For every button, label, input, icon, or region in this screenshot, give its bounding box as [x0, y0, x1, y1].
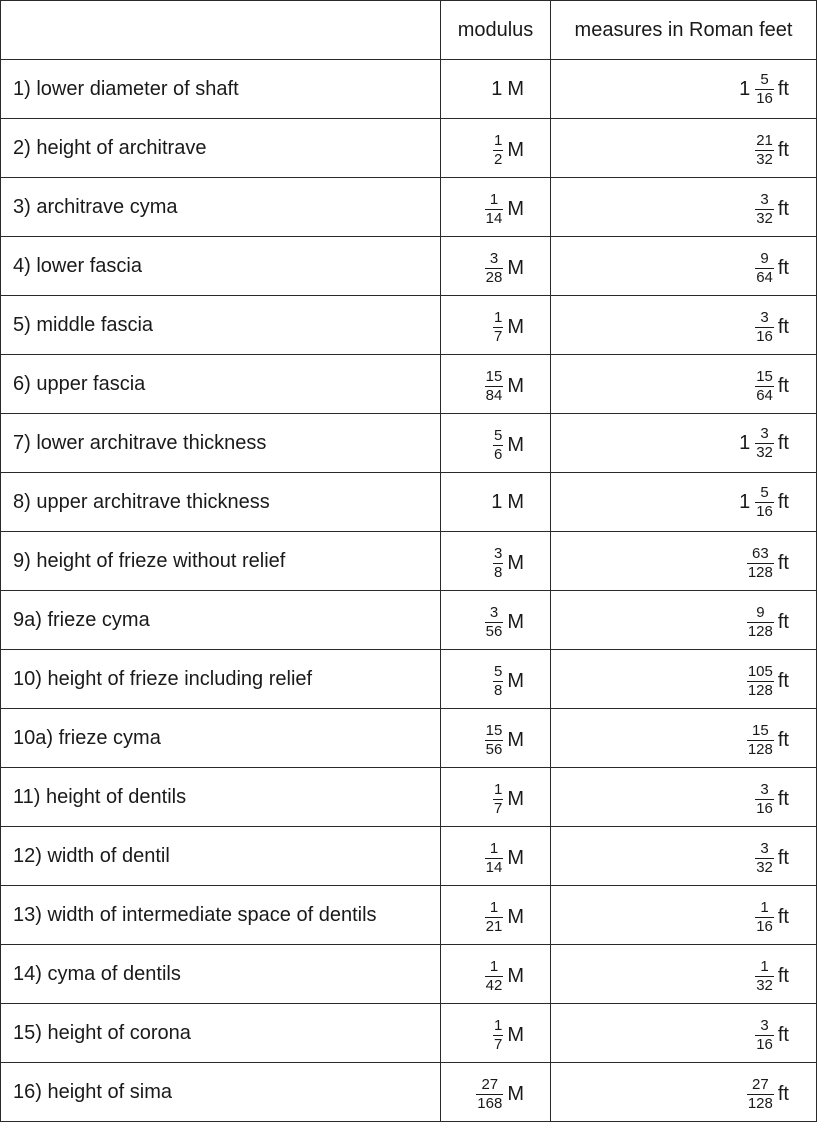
- roman-feet-cell: [551, 591, 817, 650]
- roman-feet-cell: [551, 119, 817, 178]
- table-row: [1, 355, 817, 414]
- modulus-numerator: 1: [489, 899, 499, 916]
- table-row: [1, 1004, 817, 1063]
- roman-feet-cell: [551, 60, 817, 119]
- roman-feet-numerator: 1: [760, 899, 769, 916]
- roman-feet-value: [747, 664, 789, 699]
- modulus-cell: [441, 827, 551, 886]
- roman-feet-denominator: 16: [756, 328, 773, 345]
- roman-feet-value: [755, 900, 789, 935]
- table-row: [1, 60, 817, 119]
- table-row: [1, 709, 817, 768]
- modulus-value: [493, 310, 524, 345]
- modulus-denominator: 7: [493, 328, 503, 345]
- modulus-cell: [441, 1004, 551, 1063]
- modulus-unit: M: [507, 788, 524, 810]
- roman-feet-cell: [551, 178, 817, 237]
- roman-feet-denominator: 128: [747, 682, 773, 699]
- roman-feet-unit: ft: [777, 431, 789, 454]
- modulus-whole: 1: [491, 77, 503, 100]
- roman-feet-unit: ft: [777, 375, 789, 397]
- table-row: [1, 650, 817, 709]
- roman-feet-cell: [551, 532, 817, 591]
- roman-feet-fraction: [747, 723, 774, 758]
- roman-feet-numerator: 21: [756, 132, 773, 149]
- modulus-numerator: 1: [493, 309, 503, 326]
- row-label: 4) lower fascia: [1, 237, 441, 296]
- roman-feet-denominator: 128: [747, 564, 773, 581]
- row-label: 6) upper fascia: [1, 355, 441, 414]
- modulus-unit: M: [507, 552, 524, 574]
- roman-feet-value: [755, 310, 789, 345]
- roman-feet-denominator: 128: [747, 741, 773, 758]
- modulus-value: [476, 1077, 524, 1112]
- roman-feet-fraction: [755, 485, 774, 520]
- roman-feet-numerator: 3: [760, 781, 769, 798]
- roman-feet-value: [755, 959, 789, 994]
- modulus-unit: M: [507, 611, 524, 633]
- roman-feet-numerator: 9: [756, 604, 765, 621]
- modulus-cell: [441, 60, 551, 119]
- modulus-value: [491, 491, 524, 514]
- table-header: [1, 1, 817, 60]
- roman-feet-numerator: 63: [752, 545, 769, 562]
- modulus-cell: [441, 886, 551, 945]
- modulus-value: [493, 1018, 524, 1053]
- row-label: 7) lower architrave thickness: [1, 414, 441, 473]
- modulus-fraction: [493, 1018, 503, 1053]
- roman-feet-numerator: 1: [760, 958, 769, 975]
- modulus-cell: [441, 532, 551, 591]
- row-label: 15) height of corona: [1, 1004, 441, 1063]
- roman-feet-whole: 1: [739, 490, 751, 513]
- modulus-cell: [441, 709, 551, 768]
- table-row: [1, 532, 817, 591]
- roman-feet-denominator: 16: [756, 1036, 773, 1053]
- roman-feet-fraction: [755, 251, 774, 286]
- table-row: [1, 296, 817, 355]
- roman-feet-denominator: 64: [756, 387, 773, 404]
- modulus-unit: M: [507, 847, 524, 869]
- roman-feet-numerator: 5: [760, 70, 769, 88]
- modulus-cell: [441, 178, 551, 237]
- roman-feet-denominator: 16: [756, 89, 773, 107]
- modulus-numerator: 3: [489, 604, 499, 621]
- roman-feet-value: [739, 72, 789, 107]
- roman-feet-value: [755, 192, 789, 227]
- table-row: [1, 945, 817, 1004]
- modulus-unit: M: [507, 434, 524, 456]
- roman-feet-numerator: 3: [760, 191, 769, 208]
- roman-feet-value: [747, 546, 789, 581]
- roman-feet-fraction: [755, 841, 774, 876]
- row-label: 2) height of architrave: [1, 119, 441, 178]
- modulus-unit: M: [507, 198, 524, 220]
- modulus-fraction: [493, 310, 503, 345]
- modulus-numerator: 1: [493, 1017, 503, 1034]
- roman-feet-fraction: [747, 605, 774, 640]
- row-label: 12) width of dentil: [1, 827, 441, 886]
- modulus-numerator: 1: [489, 958, 499, 975]
- modulus-value: [493, 546, 524, 581]
- roman-feet-value: [755, 841, 789, 876]
- roman-feet-denominator: 128: [747, 623, 773, 640]
- roman-feet-fraction: [755, 1018, 774, 1053]
- modulus-cell: [441, 945, 551, 1004]
- roman-feet-unit: ft: [777, 847, 789, 869]
- roman-feet-cell: [551, 650, 817, 709]
- roman-feet-cell: [551, 709, 817, 768]
- modulus-fraction: [493, 428, 503, 463]
- row-label: 10a) frieze cyma: [1, 709, 441, 768]
- modulus-fraction: [485, 900, 504, 935]
- roman-feet-numerator: 3: [760, 309, 769, 326]
- row-label: 16) height of sima: [1, 1063, 441, 1122]
- modulus-cell: [441, 237, 551, 296]
- roman-feet-denominator: 32: [756, 151, 773, 168]
- roman-feet-numerator: 15: [756, 368, 773, 385]
- modulus-fraction: [476, 1077, 503, 1112]
- table-row: [1, 237, 817, 296]
- modulus-cell: [441, 1063, 551, 1122]
- modulus-value: [493, 133, 524, 168]
- roman-feet-fraction: [747, 546, 774, 581]
- modulus-fraction: [493, 782, 503, 817]
- modulus-cell: [441, 650, 551, 709]
- modulus-numerator: 3: [489, 250, 499, 267]
- header-modulus: modulus: [441, 1, 551, 60]
- modulus-denominator: 8: [493, 564, 503, 581]
- modulus-denominator: 2: [493, 151, 503, 168]
- roman-feet-denominator: 16: [756, 800, 773, 817]
- modulus-value: [493, 664, 524, 699]
- roman-feet-numerator: 5: [760, 483, 769, 501]
- roman-feet-unit: ft: [777, 316, 789, 338]
- roman-feet-value: [747, 1077, 789, 1112]
- modulus-value: [485, 959, 524, 994]
- modulus-fraction: [485, 369, 504, 404]
- table-row: [1, 119, 817, 178]
- roman-feet-unit: ft: [777, 139, 789, 161]
- roman-feet-unit: ft: [777, 965, 789, 987]
- roman-feet-denominator: 32: [756, 977, 773, 994]
- roman-feet-value: [739, 426, 789, 461]
- modulus-unit: M: [507, 965, 524, 987]
- modulus-numerator: 3: [493, 545, 503, 562]
- roman-feet-numerator: 9: [760, 250, 769, 267]
- row-label: 5) middle fascia: [1, 296, 441, 355]
- table-row: [1, 591, 817, 650]
- roman-feet-cell: [551, 768, 817, 827]
- table-row: [1, 886, 817, 945]
- table-row: [1, 827, 817, 886]
- roman-feet-cell: [551, 827, 817, 886]
- roman-feet-fraction: [747, 664, 774, 699]
- modulus-cell: [441, 473, 551, 532]
- roman-feet-unit: ft: [777, 1024, 789, 1046]
- modulus-value: [485, 192, 524, 227]
- modulus-denominator: 7: [493, 1036, 503, 1053]
- row-label: 1) lower diameter of shaft: [1, 60, 441, 119]
- roman-feet-cell: [551, 473, 817, 532]
- table-row: [1, 473, 817, 532]
- row-label: 9) height of frieze without relief: [1, 532, 441, 591]
- roman-feet-numerator: 105: [747, 663, 773, 680]
- roman-feet-denominator: 128: [747, 1095, 773, 1112]
- roman-feet-fraction: [747, 1077, 774, 1112]
- modulus-unit: M: [507, 375, 524, 397]
- roman-feet-cell: [551, 237, 817, 296]
- roman-feet-numerator: 3: [760, 1017, 769, 1034]
- roman-feet-value: [755, 782, 789, 817]
- modulus-unit: M: [507, 1024, 524, 1046]
- roman-feet-unit: ft: [777, 729, 789, 751]
- modulus-numerator: 1: [489, 840, 499, 857]
- row-label: 3) architrave cyma: [1, 178, 441, 237]
- roman-feet-unit: ft: [777, 198, 789, 220]
- row-label: 11) height of dentils: [1, 768, 441, 827]
- modulus-denominator: 84: [485, 387, 503, 404]
- modulus-value: [493, 428, 524, 463]
- modulus-fraction: [485, 723, 504, 758]
- modulus-denominator: 56: [485, 741, 503, 758]
- table-row: [1, 1063, 817, 1122]
- modulus-denominator: 14: [485, 210, 503, 227]
- roman-feet-value: [747, 605, 789, 640]
- modulus-numerator: 15: [485, 368, 503, 385]
- modulus-denominator: 7: [493, 800, 503, 817]
- modulus-fraction: [485, 251, 504, 286]
- modulus-unit: M: [507, 906, 524, 928]
- roman-feet-value: [755, 133, 789, 168]
- roman-feet-denominator: 32: [756, 210, 773, 227]
- modulus-numerator: 1: [493, 781, 503, 798]
- modulus-cell: [441, 119, 551, 178]
- row-label: 8) upper architrave thickness: [1, 473, 441, 532]
- roman-feet-value: [747, 723, 789, 758]
- roman-feet-numerator: 27: [752, 1076, 769, 1093]
- roman-feet-unit: ft: [777, 906, 789, 928]
- modulus-numerator: 1: [493, 132, 503, 149]
- modulus-value: [485, 605, 524, 640]
- header-label-column: [1, 1, 441, 60]
- roman-feet-unit: ft: [777, 77, 789, 100]
- modulus-denominator: 56: [485, 623, 503, 640]
- roman-feet-unit: ft: [777, 788, 789, 810]
- table-body: [1, 60, 817, 1122]
- modulus-cell: [441, 355, 551, 414]
- modulus-denominator: 21: [485, 918, 503, 935]
- modulus-fraction: [485, 192, 504, 227]
- modulus-value: [485, 900, 524, 935]
- modulus-value: [485, 369, 524, 404]
- roman-feet-fraction: [755, 133, 774, 168]
- modulus-fraction: [493, 664, 503, 699]
- roman-feet-value: [755, 251, 789, 286]
- modulus-value: [485, 251, 524, 286]
- modulus-whole: 1: [491, 490, 503, 513]
- row-label: 13) width of intermediate space of dentils: [1, 886, 441, 945]
- roman-feet-cell: [551, 414, 817, 473]
- roman-feet-numerator: 3: [760, 840, 769, 857]
- modulus-cell: [441, 296, 551, 355]
- modulus-unit: M: [507, 1083, 524, 1105]
- modulus-unit: M: [507, 316, 524, 338]
- roman-feet-unit: ft: [777, 490, 789, 513]
- roman-feet-unit: ft: [777, 552, 789, 574]
- modulus-value: [485, 841, 524, 876]
- roman-feet-unit: ft: [777, 670, 789, 692]
- modulus-value: [485, 723, 524, 758]
- roman-feet-denominator: 32: [756, 443, 773, 461]
- header-row: [1, 1, 817, 60]
- table-row: [1, 178, 817, 237]
- row-label: 14) cyma of dentils: [1, 945, 441, 1004]
- roman-feet-denominator: 64: [756, 269, 773, 286]
- row-label: 10) height of frieze including relief: [1, 650, 441, 709]
- roman-feet-value: [755, 1018, 789, 1053]
- modulus-unit: M: [507, 77, 524, 100]
- roman-feet-whole: 1: [739, 431, 751, 454]
- roman-feet-fraction: [755, 369, 774, 404]
- modulus-denominator: 168: [477, 1095, 503, 1112]
- modulus-fraction: [493, 133, 503, 168]
- modulus-denominator: 6: [493, 446, 503, 463]
- roman-feet-value: [755, 369, 789, 404]
- roman-feet-fraction: [755, 782, 774, 817]
- modulus-numerator: 15: [485, 722, 503, 739]
- roman-feet-denominator: 32: [756, 859, 773, 876]
- modulus-unit: M: [507, 670, 524, 692]
- modulus-numerator: 5: [493, 663, 503, 680]
- roman-feet-unit: ft: [777, 611, 789, 633]
- roman-feet-cell: [551, 886, 817, 945]
- roman-feet-numerator: 3: [760, 424, 769, 442]
- modulus-value: [493, 782, 524, 817]
- roman-feet-denominator: 16: [756, 502, 773, 520]
- modulus-numerator: 27: [481, 1076, 499, 1093]
- modulus-numerator: 5: [493, 427, 503, 444]
- modulus-numerator: 1: [489, 191, 499, 208]
- modulus-denominator: 14: [485, 859, 503, 876]
- modulus-cell: [441, 591, 551, 650]
- roman-feet-fraction: [755, 900, 774, 935]
- modulus-cell: [441, 414, 551, 473]
- table-row: [1, 768, 817, 827]
- roman-feet-numerator: 15: [752, 722, 769, 739]
- roman-feet-unit: ft: [777, 257, 789, 279]
- modulus-unit: M: [507, 729, 524, 751]
- roman-feet-fraction: [755, 72, 774, 107]
- roman-feet-denominator: 16: [756, 918, 773, 935]
- modulus-denominator: 28: [485, 269, 503, 286]
- roman-feet-fraction: [755, 426, 774, 461]
- roman-feet-fraction: [755, 310, 774, 345]
- roman-feet-unit: ft: [777, 1083, 789, 1105]
- table-row: [1, 414, 817, 473]
- roman-feet-fraction: [755, 192, 774, 227]
- modulus-fraction: [485, 959, 504, 994]
- modulus-fraction: [485, 841, 504, 876]
- modulus-unit: M: [507, 490, 524, 513]
- modulus-denominator: 42: [485, 977, 503, 994]
- row-label: 9a) frieze cyma: [1, 591, 441, 650]
- roman-feet-value: [739, 485, 789, 520]
- modulus-unit: M: [507, 139, 524, 161]
- roman-feet-cell: [551, 1063, 817, 1122]
- roman-feet-whole: 1: [739, 77, 751, 100]
- roman-feet-cell: [551, 355, 817, 414]
- modulus-denominator: 8: [493, 682, 503, 699]
- roman-feet-cell: [551, 296, 817, 355]
- modulus-fraction: [493, 546, 503, 581]
- modulus-value: [491, 78, 524, 101]
- roman-feet-cell: [551, 945, 817, 1004]
- modulus-unit: M: [507, 257, 524, 279]
- roman-feet-cell: [551, 1004, 817, 1063]
- roman-feet-fraction: [755, 959, 774, 994]
- modulus-fraction: [485, 605, 504, 640]
- header-roman-feet: measures in Roman feet: [551, 1, 817, 60]
- modulus-cell: [441, 768, 551, 827]
